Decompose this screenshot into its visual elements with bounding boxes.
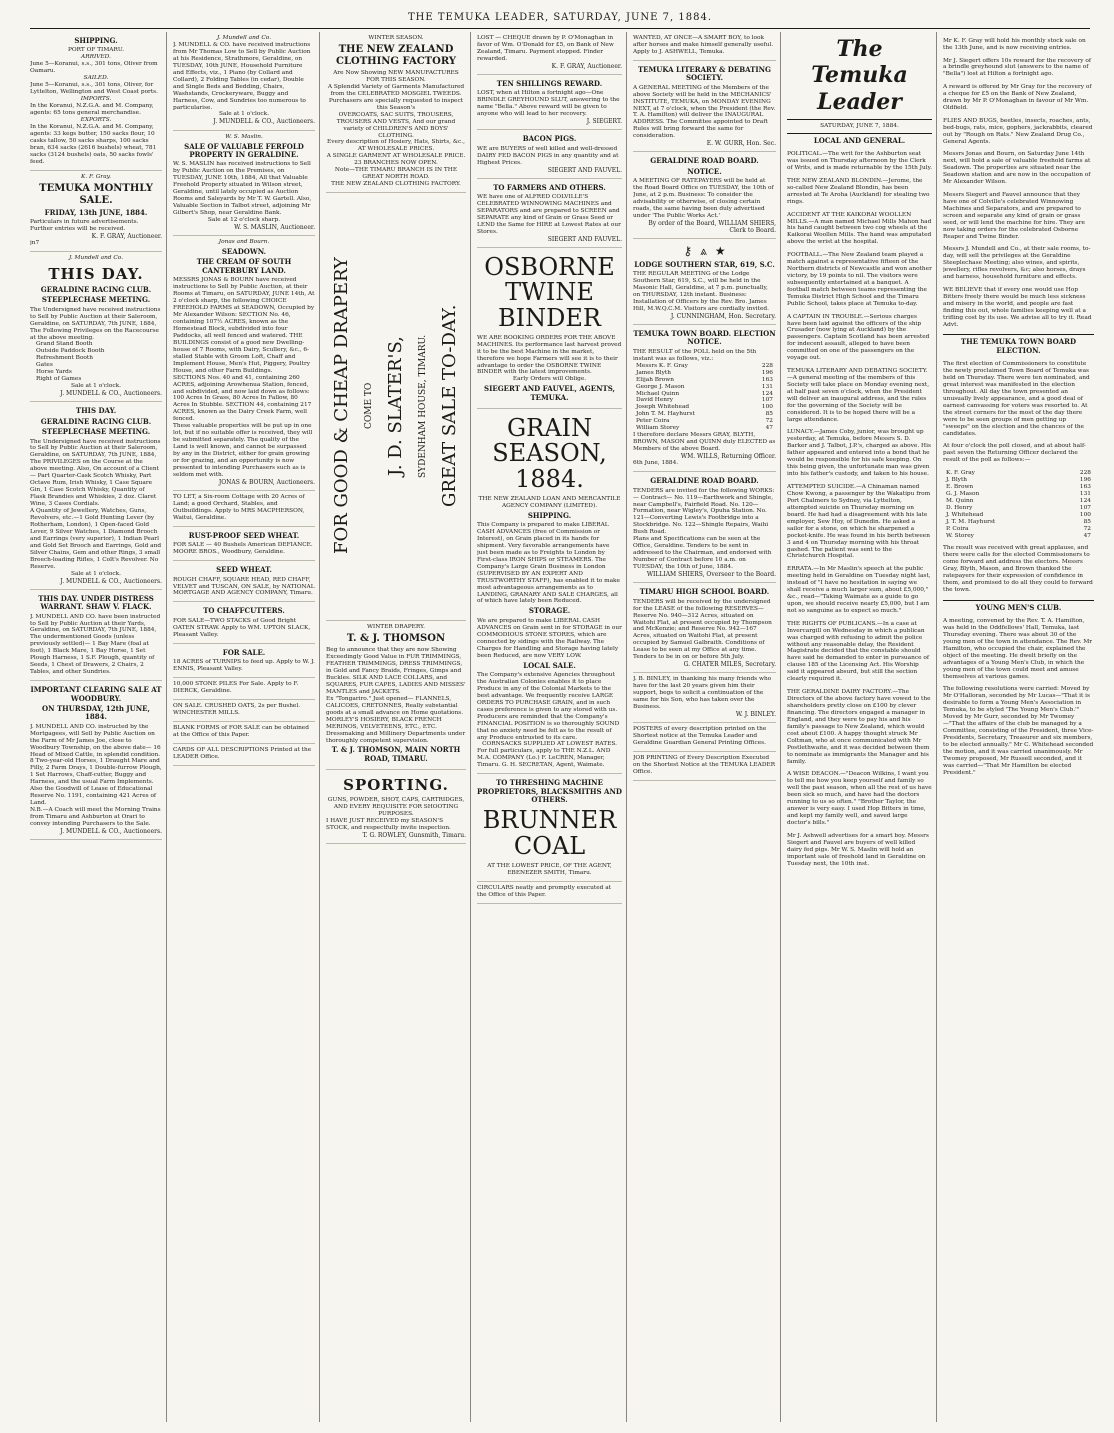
poll-row bbox=[943, 477, 1094, 484]
square-compass-icon: ⩓ bbox=[700, 244, 707, 259]
bacon-signature: SIEGERT AND FAUVEL. bbox=[547, 166, 622, 174]
candidate-votes: 72 bbox=[765, 418, 773, 425]
high-school-title: TIMARU HIGH SCHOOL BOARD. bbox=[639, 587, 770, 597]
winter-season-title: WINTER SEASON. bbox=[368, 35, 424, 41]
literary-signature: E. W. GURR, Hon. Sec. bbox=[706, 140, 776, 148]
turnips-text: 18 ACRES of TURNIPS to feed up. Apply to W. J. ENNIS, Pleasant Valley. bbox=[173, 659, 315, 673]
column-3 bbox=[326, 32, 471, 1422]
news-paragraph: ERRATA.—In Mr Maslin's speech at the public meeting held in Geraldine on Tuesday night last, instead of "I have no hesitation in saying we shall receive a much larger sum, about £5,000," &c., read—"Taking Waimate as a guide to go upon, we should receive nearly £5,000, but I am not so sanguine as to expect so much." bbox=[787, 566, 931, 614]
arrived-text: June 5—Koranui, s.s., 301 tons, Oliver from Oamaru. bbox=[30, 61, 158, 75]
candidate-name: D. Henry bbox=[946, 504, 973, 511]
candidate-votes: 100 bbox=[1079, 511, 1091, 518]
election-notice-ad bbox=[633, 325, 776, 472]
sailed-heading: SAILED. bbox=[83, 75, 109, 82]
poll-row bbox=[943, 491, 1094, 498]
monthly-sale-ad bbox=[30, 171, 162, 252]
reward-signature: J. SIEGERT. bbox=[586, 118, 622, 126]
news-paragraph: Messrs J. Mundell and Co., at their sale rooms, to-day, will sell the privileges at the Geraldine Steeplechase Meeting; also wines, and spirits, jewellery, rifles revolvers, &c; also horses, drays and harness, household furniture and effects. bbox=[943, 246, 1091, 281]
clearing-text: J. MUNDELL AND CO. instructed by the Mortgagees, will Sell by Public Auction on the Farm of Mr James Joe, close to Woodbury Township, on the above date— 16 Head of Mixed Cattle, in splendid condition. 8 Two-year-old Horses, 1 Draught Mare and Filly, 2 Farm Drays, 1 Double-furrow Plough, 1 Set Harrows, Chaff-cutter, Buggy and Harness, and the usual Farm Implements. Also the Goodwill of Lease of Educational Reserve No. 1191, containing 421 Acres of Land. bbox=[30, 723, 162, 807]
thomson-text-3: Dressmaking and Millinery Departments under thoroughly competent supervision. bbox=[326, 730, 466, 744]
binley-signature: W. J. BINLEY. bbox=[735, 711, 776, 719]
date-rule bbox=[787, 133, 932, 134]
monthly-sale-date: FRIDAY, 13th JUNE, 1884. bbox=[44, 207, 148, 217]
news-paragraph: Mr K. F. Gray will hold his monthly stock sale on the 13th June, and is now receiving entries. bbox=[943, 37, 1086, 51]
binley-ad bbox=[633, 673, 776, 723]
farmers-ad bbox=[477, 179, 622, 248]
rowley-signature: T. G. ROWLEY, Gunsmith, Timaru. bbox=[362, 832, 466, 839]
furniture-time: Sale at 1 o'clock. bbox=[219, 111, 269, 118]
column-2 bbox=[173, 32, 320, 1422]
poll-row bbox=[943, 533, 1094, 540]
furniture-sale-ad bbox=[173, 32, 315, 131]
grain-shipping-title: SHIPPING. bbox=[527, 510, 572, 520]
grain-shipping-text: This Company is prepared to make LIBERAL CASH ADVANCES (free of Commission or Interest), on Grain placed in its hands for shipment. Very favorable arrangements have just been made as to Freights to London by First-class IRON SHIPS or STEAMERS. The Company's Large Grain Business in London (SUPERVISED BY AN EXPERT AND TRUSTWORTHY STAFF), has enabled it to make most advantageous arrangements as to LANDING, GRANARY AND SALE CHARGES, all of which have lately been Reduced. bbox=[477, 522, 620, 605]
poll-row bbox=[633, 411, 776, 418]
grain-company: THE NEW ZEALAND LOAN AND MERCANTILE AGENCY COMPANY (LIMITED). bbox=[478, 495, 621, 509]
osborne-note: Early Orders will Oblige. bbox=[512, 376, 587, 383]
town-board-text-2: At four o'clock the poll closed, and at about half-past seven the Returning Officer declared the result of the poll as follows:— bbox=[943, 443, 1086, 464]
racing-club-ad bbox=[30, 252, 162, 402]
chaffcutters-title: TO CHAFFCUTTERS. bbox=[203, 606, 285, 616]
sale-time-2: Sale at 1 o'clock. bbox=[71, 570, 121, 577]
candidate-votes: 107 bbox=[761, 397, 773, 404]
mundell-header: J. Mundell and Co. bbox=[68, 254, 124, 261]
seadown-text: MESSRS JONAS & BOURN have received instructions to Sell by Public Auction, at their Rooms at Timaru, on SATURDAY, JUNE 14th, At 2 o'clock sharp, the following CHOICE FREEHOLD FARMS at SEADOWN, Occupied by Mr Alexander Wilson: SECTION No. 46, containing 107½ ACRES, known as the Homestead Block, subdivided into four Paddocks, all well fenced and watered. THE BUILDINGS consist of a good new Dwelling-house of 7 Rooms, with Dairy, Scullery, &c., 6-stalled Stable with Groom Loft, Chaff and Implement House, Men's Hut, Piggery, Poultry House, and other Farm Buildings. bbox=[173, 277, 315, 374]
poll-row bbox=[633, 391, 776, 398]
seadown-text-2: SECTIONS Nos. 40 and 41, containing 260 ACRES, adjoining Arowhenua Station, fenced, and subdivided, and now laid down as follows: 100 Acres In Grass, 80 Acres In Fallow, 80 Acres In Stubble. SECTION 44, containing 217 ACRES, known as the Dairy Creek Farm, well fenced. bbox=[173, 374, 312, 423]
distress-text: J. MUNDELL AND CO. have been instructed to Sell by Public Auction at their Yards, Geraldine, on SATURDAY, 7th JUNE, 1884, The undermentioned Goods (unless previously settled)— 1 Bay Mare (foal at foot), 1 Black Mare, 1 Bay Horse, 1 Set Plough Harness, 1 S.F. Plough, quantity of Seeds, 1 Chest of Drawers, 2 Chairs, 2 Tables, and other Sundries. bbox=[30, 613, 161, 676]
seadown-text-3: These valuable properties will be put up in one lot, but if no suitable offer is received, they will be submitted separately. The quality of the Land is well known, and cannot be surpassed by any in the District, either for grain growing or for grazing, and an opportunity is now presented to intending Purchasers such as is seldom met with. bbox=[173, 423, 313, 478]
news-paragraph: WE BELIEVE that if every one would use Hop Bitters freely there would be much less sickness and misery in the world, and people are fast finding this out, whole families keeping well at a trifling cost by its use. We advise all to try it. Read Advt. bbox=[943, 286, 1092, 328]
slater-vertical-1: FOR GOOD & CHEAP DRAPERY bbox=[331, 257, 353, 555]
local-general-title: LOCAL AND GENERAL. bbox=[813, 136, 906, 146]
candidate-name: E. Brown bbox=[946, 483, 974, 490]
editorial-date: SATURDAY, JUNE 7, 1884. bbox=[820, 123, 899, 130]
election-intro: THE RESULT of the POLL held on the 5th instant was as follows, viz.: bbox=[633, 348, 757, 362]
steeplechase-title: STEEPLECHASE MEETING. bbox=[41, 295, 151, 305]
rustproof-title: RUST-PROOF SEED WHEAT. bbox=[188, 530, 300, 540]
candidate-name: James Blyth bbox=[636, 369, 671, 376]
candidate-name: P. Coira bbox=[946, 525, 969, 532]
candidate-name: Peter Coira bbox=[636, 418, 670, 425]
mundell-header-2: J. Mundell and Co. bbox=[216, 35, 272, 41]
poll-row bbox=[943, 484, 1094, 491]
for-sale-title: FOR SALE. bbox=[222, 647, 266, 657]
furniture-text: J. MUNDELL & CO. have received instructions from Mr Thomas Low to Sell by Public Auction at his Residence, Strathmore, Geraldine, on TUESDAY, 10th JUNE, Household Furniture and Effects, viz., 1 Piano (by Collard and Collard), 2 Folding Tables (in cedar), Double and Single Beds and Bedding, Chairs, Washstands, Crockeryware, Buggy and Harness, Cow, and Sundries too numerous to particularise. bbox=[173, 41, 311, 111]
seadown-title: SEADOWN. bbox=[221, 247, 267, 257]
election-date: 6th June, 1884. bbox=[633, 460, 679, 467]
notice-title: NOTICE. bbox=[687, 166, 722, 176]
newspaper-title: The Temuka Leader bbox=[811, 36, 908, 115]
clothing-branches: 23 BRANCHES NOW OPEN. bbox=[354, 160, 438, 167]
crossed-keys-icon: ⚷ bbox=[683, 244, 693, 259]
racing-club-title: GERALDINE RACING CLUB. bbox=[40, 284, 152, 294]
candidate-name: J. Blyth bbox=[946, 476, 968, 483]
osborne-title: OSBORNE TWINE BINDER bbox=[484, 253, 615, 332]
lost-cheque-signature: K. F. GRAY, Auctioneer. bbox=[551, 62, 622, 70]
news-paragraph: A reward is offered by Mr Gray for the recovery of a cheque for £5 on the Bank of New Zealand, drawn by Mr P. O'Monaghan in favour of Mr Wm. Oldfield. bbox=[943, 84, 1092, 112]
sporting-title: SPORTING. bbox=[343, 776, 449, 795]
osborne-signature: SIEGERT AND FAUVEL, AGENTS, TEMUKA. bbox=[484, 384, 615, 402]
tenders-text: TENDERS are invited for the following WORKS:— Contract— No. 119—Earthwork and Shingle, near Campbell's, Fairfield Road. No. 120—Formation, near Wigley's, Opuha Station. No. 121—Converting Lewis's Footbridge into a Stockbridge. No. 122—Shingle Repairs, Waihi Bush Road. bbox=[633, 487, 775, 536]
ferfold-text: W. S. MASLIN has received instructions to Sell by Public Auction on the Premises, on TUESDAY, JUNE 10th, 1884, All that Valuable Freehold Property situated in Wilson street, Geraldine, until lately occupied as Auction Rooms and Saleyards by Mr T. W. Gartell. Also, Valuable Section in Talbot street, adjoining Mr Gilbert's Shop, near Geraldine Bank. bbox=[173, 161, 312, 217]
lodge-ad bbox=[633, 239, 776, 325]
port-title: PORT OF TIMARU. bbox=[67, 47, 125, 54]
candidate-name: John T. M. Hayhurst bbox=[636, 411, 695, 418]
racing-club-title-2: GERALDINE RACING CLUB. bbox=[40, 416, 152, 426]
clothing-factory-ad bbox=[326, 32, 466, 193]
election-title: TEMUKA TOWN BOARD. ELECTION NOTICE. bbox=[633, 329, 776, 347]
to-let-ad: TO LET, a Six-room Cottage with 20 Acres of Land; a good Orchard, Stables, and Outbuildings. Apply to MRS MACPHERSON, Waitui, Geraldine. bbox=[173, 491, 315, 527]
news-paragraph: Mr J. Siegert offers 10s reward for the recovery of a brindle greyhound slut (answers to the name of "Bella") lost at Hilton a fortnight ago. bbox=[943, 57, 1091, 78]
poll-row bbox=[943, 519, 1094, 526]
clothing-text-2: A Splendid Variety of Garments Manufactured from the CELEBRATED MOSGIEL TWEEDS. bbox=[327, 83, 465, 97]
candidate-name: J. Whitehead bbox=[946, 511, 984, 518]
candidate-votes: 85 bbox=[1083, 518, 1091, 525]
poll-row bbox=[633, 418, 776, 425]
lodge-signature: J. CUNNINGHAM, Hon. Secretary. bbox=[670, 312, 776, 320]
candidate-name: George J. Mason bbox=[636, 383, 685, 390]
sporting-ad bbox=[326, 770, 466, 844]
candidate-votes: 196 bbox=[1079, 476, 1091, 483]
news-paragraph: THE NEW ZEALAND BLONDIN.—Jerome, the so-called New Zealand Blondin, has been arrested at Te Aroha (Auckland) for stealing two rings. bbox=[787, 177, 930, 205]
oaten-straw-text: FOR SALE—TWO STACKS of Good Bright OATEN STRAW. Apply to WM. UPTON SLACK, Pleasant Valley. bbox=[173, 617, 311, 638]
ferfold-time: Sale at 12 o'clock sharp. bbox=[207, 216, 281, 223]
young-mens-club-title: YOUNG MEN'S CLUB. bbox=[975, 602, 1062, 612]
candidate-name: J. T. M. Hayhurst bbox=[946, 518, 996, 525]
this-day-title-2: THIS DAY. bbox=[75, 406, 117, 416]
farmers-signature: SIEGERT AND FAUVEL. bbox=[547, 235, 622, 243]
shipping-section bbox=[30, 32, 162, 171]
candidate-name: G. J. Mason bbox=[946, 490, 980, 497]
arrived-heading: ARRIVED. bbox=[81, 54, 111, 61]
racing-text-2: The Undersigned have received instructions to Sell by Public Auction at their Saleroom, Geraldine, on SATURDAY, 7th JUNE, 1884, The PRIVILEGES on the Course at the above meeting. Also, On account of a Client— Part Quarter-Cask Scotch Whisky, Part Octave Rum, Irish Whisky, 1 Case Square Gin, 1 Case Scotch Whisky, Quantity of Flask Brandies and Whiskies, 2 doz. Claret Wine, 3 Cases Cordials. bbox=[30, 438, 161, 508]
winter-drapery-title: WINTER DRAPERY. bbox=[366, 624, 426, 631]
column-4 bbox=[477, 32, 627, 1422]
news-paragraph: THE GERALDINE DAIRY FACTORY.—The Directors of the above factory have vowed to the shareholders pretty close on £100 by clever financing. The directors engaged a manager in England, and they were to pay his and his family's passage to New Zealand, which would cost about £100. A happy thought struck Mr Coltman, who at once communicated with Mr Postlethwaite, and it was decided between them to nominate as immigrants the Manager and his family. bbox=[787, 689, 931, 765]
candidate-votes: 228 bbox=[1079, 470, 1091, 476]
town-board-text-3: The result was received with great applause, and there were calls for the elected Commissioners to come forward and address the electors. Messrs Gray, Blyth, Mason, and Brown thanked the ratepayers for their expression of confidence in them, and promised to do all they could to forward the town. bbox=[943, 545, 1093, 594]
booth-item: Right of Games bbox=[36, 376, 82, 383]
column-6 bbox=[787, 32, 937, 1422]
page-masthead: THE TEMUKA LEADER, SATURDAY, JUNE 7, 1884. bbox=[30, 12, 1090, 29]
blank-forms-ad: BLANK FORMS of FOR SALE can be obtained at the Office of this Paper. bbox=[173, 722, 315, 744]
candidate-name: M. Quinn bbox=[946, 497, 974, 504]
rowley-text: I HAVE JUST RECEIVED my SEASON'S STOCK, and respectfully invite inspection. bbox=[326, 818, 451, 832]
booth-item: Outside Paddock Booth bbox=[36, 348, 105, 355]
grain-particulars: For full particulars, apply to THE N.Z.L. AND M.A. COMPANY (Lo.) F. LeCREN, Manager, Timaru. G. H. SECRETAN, Agent, Waimate. bbox=[477, 748, 611, 769]
clothing-note: Note—THE TIMARU BRANCH IS IN THE GREAT NORTH ROAD. bbox=[334, 167, 458, 181]
grain-storage-title: STORAGE. bbox=[528, 606, 571, 616]
candidate-votes: 107 bbox=[1079, 504, 1091, 511]
tenders-ad bbox=[633, 472, 776, 583]
grain-storage-text: We are prepared to make LIBERAL CASH ADVANCES on Grain sent in for STORAGE in our COMMODIOUS STONE STORES, which are connected by sidings with the Railway. The Charges for Handling and Storage having lately been Reduced, are now VERY LOW. bbox=[477, 617, 622, 659]
poll-row bbox=[633, 377, 776, 384]
clearing-date: ON THURSDAY, 12th JUNE, 1884. bbox=[42, 703, 150, 722]
slater-vertical-3: J. D. SLATER'S, bbox=[385, 336, 407, 477]
distress-title: THIS DAY. UNDER DISTRESS WARRANT. SHAW V. FLACK. bbox=[38, 593, 154, 612]
town-board-title: THE TEMUKA TOWN BOARD ELECTION. bbox=[960, 337, 1077, 355]
clothing-text-4: Every description of Hosiery, Hats, Shirts, &c., AT WHOLESALE PRICES. bbox=[327, 139, 465, 153]
thomson-drapery-ad bbox=[326, 621, 466, 770]
masonic-emblems bbox=[633, 244, 776, 258]
candidate-votes: 47 bbox=[765, 425, 773, 432]
clearing-title: IMPORTANT CLEARING SALE AT WOODBURY. bbox=[30, 685, 162, 703]
title-rule bbox=[787, 119, 932, 120]
stone-piles-ad: 10,000 STONE PILES For Sale. Apply to F. DIERCK, Geraldine. bbox=[173, 678, 315, 700]
tenders-title: GERALDINE ROAD BOARD. bbox=[650, 476, 759, 486]
news-paragraph: POLITICAL.—The writ for the Ashburton seat was issued on Thursday afternoon by the Clerk of Writs, and is made returnable by the 15th July. bbox=[787, 151, 932, 172]
road-board-notice-ad bbox=[633, 152, 776, 239]
slater-vertical-2: COME TO bbox=[363, 383, 374, 430]
poll-row bbox=[943, 526, 1094, 533]
poll-row bbox=[943, 470, 1094, 477]
poll-row bbox=[633, 404, 776, 411]
candidate-votes: 100 bbox=[761, 404, 773, 411]
tenders-signature: WILLIAM SHIERS, Overseer to the Board. bbox=[646, 571, 776, 579]
sale-signature: J. MUNDELL & CO., Auctioneers. bbox=[60, 390, 162, 398]
booth-item: Horse Yards bbox=[36, 369, 72, 376]
grain-title: GRAIN SEASON, 1884. bbox=[492, 414, 607, 493]
candidate-name: Michael Quinn bbox=[636, 390, 680, 397]
monthly-sale-text: Particulars in future advertisements. Further entries will be received. bbox=[30, 218, 139, 232]
imports-text: In the Koranui, N.Z.G.A. and M. Company, agents: 65 tons general merchandise. bbox=[30, 103, 154, 116]
sale-signature-2: J. MUNDELL & CO., Auctioneers. bbox=[60, 577, 162, 585]
clothing-text-5: A SINGLE GARMENT AT WHOLESALE PRICE. bbox=[326, 153, 466, 160]
farmers-title: TO FARMERS AND OTHERS. bbox=[493, 182, 606, 192]
news-paragraph: A CAPTAIN IN TROUBLE.—Serious charges have been laid against the officers of the ship Crusader (now lying at Auckland) by the passengers. Captain Scotland has been arrested for indecent assault, alleged to have been committed on one of the passengers on the voyage out. bbox=[787, 313, 930, 362]
thomson-signature: T. & J. THOMSON, MAIN NORTH ROAD, TIMARU. bbox=[331, 745, 461, 763]
booth-item: Gates bbox=[36, 362, 53, 369]
racing-text: The Undersigned have received instructions to Sell by Public Auction at their Saleroom, Geraldine, on SATURDAY, 7th JUNE, 1884, The Following Privileges on the Racecourse at the above meeting. bbox=[30, 306, 161, 341]
farmers-text: WE have one of ALFRED COLVILLE'S CELEBRATED WINNOWING MACHINES and SEPARATORS and are prepared to SCREEN and SEPARATE any kind of Grain or Grass Seed or LEND the Same for HIRE at Lowest Rates at our Stores. bbox=[477, 194, 621, 235]
seed-wheat-title: SEED WHEAT. bbox=[216, 565, 272, 575]
cards-ad: CARDS OF ALL DESCRIPTIONS Printed at the LEADER Office. bbox=[173, 744, 315, 766]
candidate-votes: 131 bbox=[761, 383, 773, 390]
furniture-signature: J. MUNDELL & CO., Auctioneers. bbox=[213, 118, 315, 126]
grain-local-title: LOCAL SALE. bbox=[523, 660, 576, 670]
young-mens-club-text: A meeting, convened by the Rev. T. A. Hamilton, was held in the Oddfellows' Hall, Temuka, last Thursday evening. There was about 30 of the young men of the town in attendance. The Rev. Mr Hamilton, who occupied the chair, explained the object of the meeting. He dwelt briefly on the advantages of a Young Men's Club, in which the young men of the town could meet and amuse themselves at various games. bbox=[943, 617, 1093, 680]
sailed-text: June 5—Koranui, s.s., 301 tons, Oliver, for Lyttelton, Wellington and West Coast ports. bbox=[30, 82, 158, 96]
defiance-text: FOR SALE — 40 Bushels American DEFIANCE. MOORE BROS., Woodbury, Geraldine. bbox=[173, 542, 313, 556]
rough-chaff-text: ROUGH CHAFF, SQUARE HEAD, RED CHAFF, VELVET and TUSCAN, ON SALE, by NATIONAL MORTGAGE AND AGENCY COMPANY, Timaru. bbox=[173, 576, 315, 597]
slater-drapery-ad bbox=[326, 193, 466, 621]
section-rule-2 bbox=[943, 600, 1094, 601]
slater-vertical-4: SYDENHAM HOUSE, TIMARU. bbox=[417, 334, 428, 478]
clearing-signature: J. MUNDELL & CO., Auctioneers. bbox=[60, 827, 162, 835]
news-paragraph: LUNACY.—James Coby, junior, was brought up yesterday, at Temuka, before Messrs S. D. Barker and J. Talbot, J.P.'s, charged as above. His father appeared and entered into a bond that he would be responsible for his safe keeping. On this being given, the unfortunate man was given into his father's custody, and taken to his house. bbox=[787, 429, 931, 478]
seadown-sale-ad bbox=[173, 236, 315, 491]
seed-wheat-ad bbox=[173, 527, 315, 561]
turnips-ad bbox=[173, 644, 315, 678]
candidate-votes: 131 bbox=[1079, 490, 1091, 497]
clothing-text-3: Purchasers are specially requested to inspect this Season's bbox=[328, 97, 464, 111]
jonas-header: Jonas and Bourn. bbox=[218, 239, 270, 246]
thomson-title: T. & J. THOMSON bbox=[346, 633, 446, 645]
candidate-votes: 85 bbox=[765, 411, 773, 418]
candidate-name: W. Storey bbox=[946, 532, 974, 539]
sale-time: Sale at 1 o'clock. bbox=[71, 383, 121, 390]
news-paragraph: ATTEMPTED SUICIDE.—A Chinaman named Chow Kwong, a passenger by the Wakatipu from Port Chalmers to Sydney, via Lyttelton, attempted suicide on Thursday morning on board. He had had a disagreement with his late employer, Sew Hoy, of Dunedin. He asked a sailor for a stone, on which he sharpened a pocket-knife. He was found in his berth between 3 and 4 on Thursday morning with his throat gashed. The patient was sent to the Christchurch Hospital. bbox=[787, 483, 931, 560]
young-mens-club-text-2: The following resolutions were carried: Moved by Mr O'Halloran, seconded by Mr Lucas—"That it is desirable to form a Young Men's Association in Temuka, to be styled 'The Young Men's Club.'" Moved by Mr Gurr, seconded by Mr Twomey—"That the affairs of the club be managed by a Committee, consisting of the President, three Vice-Presidents, Secretary, Treasurer and six members, to be elected annually." Mr C. Whitehead seconded the motion, and it was carried unanimously. Mr Twomey proposed, Mr Russell seconded, and it was carried—"That Mr Hamilton be elected President." bbox=[943, 686, 1094, 776]
poll-row bbox=[633, 370, 776, 377]
job-printing-ad: JOB PRINTING of Every Description Executed on the Shortest Notice at the TEMUKA LEADER Office. bbox=[633, 752, 776, 781]
lodge-title: LODGE SOUTHERN STAR, 619, S.C. bbox=[634, 259, 775, 269]
election-declaration: I therefore declare Messrs GRAY, BLYTH, BROWN, MASON and QUINN duly ELECTED as Members of the above Board. bbox=[633, 432, 776, 453]
lodge-text: THE REGULAR MEETING of the Lodge Southern Star, 619, S.C., will be held in the Masonic Hall, Geraldine, at 7 p.m. punctually, on THURSDAY, 12th instant. Business: Installation of Officers by the Rev. Bro. James Hill, M.W.Q.C.M. Visitors are cordially invited. bbox=[633, 271, 769, 312]
poll-row bbox=[633, 384, 776, 391]
wanted-ad: WANTED, AT ONCE—A SMART BOY, to look after horses and make himself generally useful. Apply to J. ASHWELL, Temuka. bbox=[633, 32, 776, 61]
section-rule bbox=[943, 334, 1094, 335]
poll-row bbox=[943, 498, 1094, 505]
candidate-name: William Storey bbox=[636, 425, 680, 432]
reward-text: LOST, when at Hilton a fortnight ago—One BRINDLE GREYHOUND SLUT, answering to the name "Bella." Above reward will be given to anyone who will lead to her recovery. bbox=[477, 90, 620, 118]
town-board-text: The first election of Commissioners to constitute the newly proclaimed Town Board of Temuka was held on Thursday. There were ten nominated, and great interest was manifested in the election throughout. All day the town presented an unusually lively appearance, and a good deal of earnest canvassing for voters was resorted to. At the street corners for the most of the day there were to be seen groups of men getting up "sweeps" on the election and the chances of the candidates. bbox=[943, 361, 1090, 437]
candidate-votes: 163 bbox=[1079, 483, 1091, 490]
poll-row bbox=[633, 425, 776, 432]
threshing-title: TO THRESHING MACHINE PROPRIETORS, BLACKSMITHS AND OTHERS. bbox=[477, 778, 622, 805]
ferfold-sale-ad bbox=[173, 131, 315, 237]
booth-item: Grand Stand Booth bbox=[36, 341, 93, 348]
osborne-text: WE ARE BOOKING ORDERS FOR THE ABOVE MACHINES. Its performance last harvest proved it to be the best Machine in the market, therefore we hope Farmers will see it is to their advantage to order the OSBORNE TWINE BINDER with the latest improvements. bbox=[477, 334, 622, 376]
road-board-text: A MEETING OF RATEPAYERS will be held at the Road Board Office on TUESDAY, the 10th of June, at 2 p.m. Business: To consider the advisability or otherwise, of closing certain roads, the same having been duly advertised under 'The Public Works Act.' bbox=[633, 178, 774, 219]
cream-title: THE CREAM OF SOUTH CANTERBURY LAND. bbox=[196, 257, 292, 275]
election-signature: WM. WILLS, Returning Officer. bbox=[680, 453, 776, 461]
news-paragraph: THE RIGHTS OF PUBLICANS.—In a case at Invercargill on Wednesday in which a publican was charged with refusing to admit the police without any reasonable delay, the Resident Magistrate decided that the constable should have said he demanded to enter in pursuance of clause 185 of the Licensing Act. His Worship said it appeared absurd, but still the section clearly required it. bbox=[787, 620, 930, 683]
ferfold-signature: W. S. MASLIN, Auctioneer. bbox=[234, 223, 315, 231]
maslin-header: W. S. Maslin. bbox=[225, 133, 263, 140]
slater-vertical-5: GREAT SALE TO-DAY. bbox=[439, 304, 461, 508]
grain-local-text: The Company's extensive Agencies throughout the Australian Colonies enables it to place Produce in any of the Colonial Markets to the best advantage. We frequently receive LARGE ORDERS TO PURCHASE GRAIN, and in such cases preference is given to any stored with us. Producers are reminded that the Company's FINANCIAL POSITION is so thoroughly SOUND that no anxiety need be felt as to the result of any Produce entrusted to its care. bbox=[477, 671, 620, 741]
high-school-ad bbox=[633, 583, 776, 673]
candidate-votes: 47 bbox=[1083, 532, 1091, 539]
rough-chaff-ad bbox=[173, 561, 315, 602]
news-paragraph: ACCIDENT AT THE KAIKORAI WOOLLEN MILLS.—A man named Michael Mills Mahon had his hand caught between two cog wheels at the Kaikorai Woollen Mills. The hand was amputated above the wrist at the hospital. bbox=[787, 211, 932, 246]
candidate-votes: 228 bbox=[761, 362, 773, 369]
bacon-title: BACON PIGS. bbox=[522, 134, 577, 144]
imports-heading: IMPORTS. bbox=[80, 96, 112, 103]
seadown-signature: JONAS & BOURN, Auctioneers. bbox=[218, 478, 315, 486]
candidate-name: David Henry bbox=[636, 397, 674, 404]
candidate-votes: 196 bbox=[761, 369, 773, 376]
news-paragraph: Messrs Jonas and Bourn, on Saturday June 14th next, will hold a sale of valuable freehold farms at Seadown. The properties are situated near the Seadown station and are now in the occupation of Mr Alexander Wilson. bbox=[943, 151, 1091, 186]
crushed-oats-ad: ON SALE. CRUSHED OATS, 2s per Bushel. WINCHESTER MILLS. bbox=[173, 700, 315, 722]
candidate-name: Messrs K. F. Gray bbox=[636, 362, 688, 369]
clearing-sale-ad bbox=[30, 681, 162, 840]
circulars-ad: CIRCULARS neatly and promptly executed at the Office of this Paper. bbox=[477, 882, 622, 904]
literary-title: TEMUKA LITERARY & DEBATING SOCIETY. bbox=[637, 64, 772, 83]
jewellery-text: A Quantity of Jewellery, Watches, Guns, Revolvers, etc.—1 Gold Hunting Lever (by Rotherham, London), 1 Open-faced Gold Lever, 9 Silver Watches, 1 Diamond Brooch and Earrings (very superior), 1 Indian Pearl and Gold Set Brooch and Earrings, Gold and Silver Chains, Gem and other Rings, 3 small Breech-loading Rifles, 1 Colt's Revolver. No Reserve. bbox=[30, 508, 162, 570]
issue-code: jn7 bbox=[30, 240, 40, 247]
bacon-pigs-ad bbox=[477, 130, 622, 178]
columns bbox=[30, 32, 1095, 1422]
monthly-sale-title: TEMUKA MONTHLY SALE. bbox=[39, 182, 153, 206]
candidate-votes: 163 bbox=[761, 376, 773, 383]
ferfold-title: SALE OF VALUABLE FERFOLD PROPERTY IN GERALDINE. bbox=[184, 141, 304, 159]
reward-ad bbox=[477, 75, 622, 130]
osborne-binder-ad bbox=[477, 248, 622, 409]
sporting-text: GUNS, POWDER, SHOT, CAPS, CARTRIDGES, AND EVERY REQUISITE FOR SHOOTING PURPOSES. bbox=[327, 797, 465, 818]
poll-table bbox=[633, 363, 776, 433]
column-1 bbox=[30, 32, 167, 1422]
exports-text: In the Koranui, N.Z.G.A. and M. Company, agents: 33 kegs butter, 150 sacks flour, 10 casks tallow, 50 sacks sharps, 100 sacks bran, 634 sacks (2616 bushels) wheat, 781 sacks (3124 bushels) oats, 50 sacks fowls' feed. bbox=[30, 123, 157, 165]
binley-text: J. B. BINLEY, in thanking his many friends who have for the last 20 years given him their support, begs to solicit a continuation of the same for his Son, who has taken over the Business. bbox=[633, 676, 772, 711]
news-paragraph: A WISE DEACON.—"Deacon Wilkins, I want you to tell me how you keep yourself and family so well the past season, when all the rest of us have been sick so much, and have had the doctors running to us so often." "Brother Taylor, the answer is very easy. I used Hop Bitters in time, and kept my family well, and saved large doctor's bills." bbox=[787, 771, 932, 826]
poll-row bbox=[633, 397, 776, 404]
poll-results-table bbox=[943, 470, 1094, 540]
reward-title: TEN SHILLINGS REWARD. bbox=[496, 79, 603, 88]
candidate-votes: 124 bbox=[761, 390, 773, 397]
gray-header: K. F. Gray. bbox=[80, 173, 112, 180]
lost-cheque-text: LOST — CHEQUE drawn by P. O'Monaghan in favor of Wm. O'Donald for £5, on Bank of New Zealand, Timaru. Payment stopped. Finder rewarded. bbox=[477, 35, 614, 62]
booth-item: Refreshment Booth bbox=[36, 355, 93, 362]
chaffcutters-ad bbox=[173, 602, 315, 643]
cornsacks-text: CORNSACKS SUPPLIED AT LOWEST RATES. bbox=[482, 741, 617, 748]
booths-list bbox=[30, 341, 162, 383]
coach-note: N.B.—A Coach will meet the Morning Trains from Timaru and Ashburton at Orari to convey intending Purchasers to the Sale. bbox=[30, 807, 161, 828]
candidate-name: Elijah Brown bbox=[636, 376, 674, 383]
distress-sale-ad bbox=[30, 590, 162, 681]
road-board-signature: By order of the Board, WILLIAM SHIERS, Clerk to Board. bbox=[648, 219, 776, 235]
high-school-text: TENDERS will be received by the undersigned for the LEASE of the following RESERVES— Reserve No. 940—312 Acres, situated on Waitohi Flat, at present occupied by Thompson and McKenzie; and Reserve No. 942—167 Acres, situated on Waitohi Flat, at present occupied by Samuel Galbraith. Conditions of Lease to be seen at my Office at any time. Tenders to be in on or before 5th July. bbox=[633, 598, 772, 661]
thomson-text-1: Beg to announce that they are now Showing Exceedingly Good Value in FUR TRIMMINGS, FEATHER TRIMMINGS, DRESS TRIMMINGS, in Gold and Fancy Braids, Fringes, Gimps and Buckles. SILK AND LACE COLLARS, and SQUARES, FUR CAPES, LADIES AND MISSES' MANTLES and JACKETS. bbox=[326, 647, 466, 695]
news-paragraph: Mr J. Ashwell advertises for a smart boy. Messrs Siegert and Fauvel are buyers of well killed dairy fed pigs. Mr W. S. Maslin will hold an important sale of freehold land in Geraldine on Tuesday next, the 10th inst. bbox=[787, 832, 929, 867]
monthly-sale-signature: K. F. GRAY, Auctioneer. bbox=[91, 232, 162, 240]
this-day-title: THIS DAY. bbox=[48, 264, 144, 283]
clothing-factory-title: THE NEW ZEALAND CLOTHING FACTORY bbox=[336, 43, 456, 67]
news-paragraph: FLIES AND BUGS, beetles, insects, roaches, ants, bed-bugs, rats, mice, gophers, jackrabbits, cleared out by "Rough on Rats." New Zealand Drug Co., General Agents. bbox=[943, 117, 1093, 145]
column-7 bbox=[943, 32, 1098, 1422]
tenders-text-2: Plans and Specifications can be seen at the Office, Geraldine. Tenders to be sent in addressed to the Chairman, and endorsed with Number of Contract before 10 a.m. on TUESDAY, the 10th of June, 1884. bbox=[633, 536, 772, 571]
candidate-votes: 124 bbox=[1079, 497, 1091, 504]
news-paragraph: FOOTBALL.—The New Zealand team played a match against a representative fifteen of the Northern districts of Newcastle and won another victory, by 19 points to nil. The visitors were subsequently entertained at a banquet. A football match between teams representing the Temuka District High School and the Timaru Public School, takes place at Temuka to-day. bbox=[787, 252, 932, 307]
steeplechase-title-2: STEEPLECHASE MEETING. bbox=[41, 427, 151, 437]
literary-society-ad bbox=[633, 61, 776, 153]
brunner-title: BRUNNER COAL bbox=[482, 806, 617, 860]
poll-row bbox=[633, 363, 776, 370]
shipping-title: SHIPPING. bbox=[74, 36, 118, 45]
grain-season-ad bbox=[477, 409, 622, 774]
clothing-items: OVERCOATS, SAC SUITS, TROUSERS, TROUSERS AND VESTS, And our grand variety of CHILDREN'S AND BOYS' CLOTHING. bbox=[336, 111, 456, 139]
clothing-text-1: Are Now Showing NEW MANUFACTURES FOR THIS SEASON. bbox=[333, 69, 459, 83]
poll-row bbox=[943, 512, 1094, 519]
news-paragraph: TEMUKA LITERARY AND DEBATING SOCIETY.—A general meeting of the members of this Society will take place on Monday evening next, at half past seven o'clock, when the President will deliver an inaugural address, and the rules for the governing of the Society will be considered. It is to be hoped there will be a large attendance. bbox=[787, 368, 930, 423]
high-school-signature: G. CHATER MILES, Secretary. bbox=[683, 661, 776, 669]
lost-cheque-ad bbox=[477, 32, 622, 75]
news-paragraph: Messrs Siegert and Fauvel announce that they have one of Colville's celebrated Winnowing Machines and Separators, and are prepared to screen and separate any kind of grain or grass seed, or will lend the machine for hire. They are now taking orders for the celebrated Osborne Reaper and Twine Binder. bbox=[943, 191, 1085, 240]
brunner-text: AT THE LOWEST PRICE, OF THE AGENT, EBENEZER SMITH, Timaru. bbox=[487, 862, 612, 876]
clothing-signature: THE NEW ZEALAND CLOTHING FACTORY. bbox=[331, 181, 461, 188]
thomson-text-2: Ex "Tongariro." Just opened— FLANNELS, CALICOES, CRETONNES, Really substantial goods at a small advance on Home quotations. MORLEY'S HOSIERY, BLACK FRENCH MERINOS, VELVETEENS, ETC., ETC. bbox=[326, 695, 464, 730]
road-board-title: GERALDINE ROAD BOARD. bbox=[650, 156, 759, 166]
exports-heading: EXPORTS. bbox=[80, 116, 112, 123]
star-icon: ★ bbox=[714, 244, 726, 259]
candidate-name: K. F. Gray bbox=[946, 470, 975, 476]
candidate-name: Joseph Whitehead bbox=[636, 404, 690, 411]
posters-ad: POSTERS of every description printed on the Shortest notice at the Temuka Leader and Geraldine Guardian General Printing Offices. bbox=[633, 723, 776, 752]
bacon-text: WE are BUYERS of well killed and well-dressed DAIRY FED BACON PIGS in any quantity and at Highest Prices. bbox=[477, 145, 619, 166]
poll-row bbox=[943, 505, 1094, 512]
candidate-votes: 72 bbox=[1083, 525, 1091, 532]
column-5 bbox=[633, 32, 781, 1422]
racing-club-ad-2 bbox=[30, 402, 162, 589]
literary-text: A GENERAL MEETING of the Members of the above Society will be held in the MECHANICS' INSTITUTE, TEMUKA, on MONDAY EVENING NEXT, at 7 o'clock, when the President (the Rev. T. A. Hamilton) will deliver the INAUGURAL ADDRESS. The Committee appointed to Draft Rules will bring forward the same for consideration. bbox=[633, 84, 776, 140]
brunner-coal-ad bbox=[477, 774, 622, 881]
